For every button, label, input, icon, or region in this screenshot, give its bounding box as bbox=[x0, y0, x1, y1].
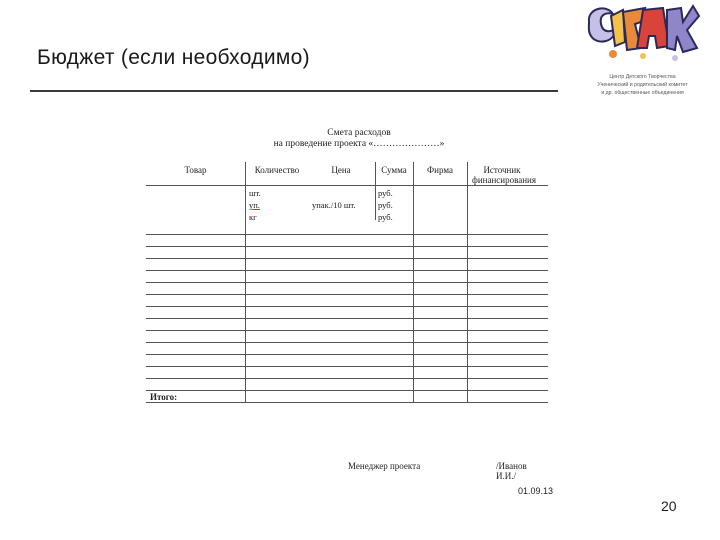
budget-estimate-document bbox=[146, 124, 554, 504]
row2-sum: руб. bbox=[378, 200, 393, 210]
organization-logo bbox=[580, 2, 705, 100]
table-row-line bbox=[146, 330, 548, 331]
manager-name: /Иванов И.И./ bbox=[496, 461, 527, 481]
column-header-funding-source: Источник финансирования bbox=[472, 165, 536, 185]
table-row-line bbox=[146, 185, 548, 186]
total-label: Итого: bbox=[150, 392, 178, 402]
table-row-line bbox=[146, 258, 548, 259]
table-row-line bbox=[146, 390, 548, 391]
row1-sum: руб. bbox=[378, 188, 393, 198]
table-row-line bbox=[146, 318, 548, 319]
estimate-heading: Смета расходов bbox=[327, 128, 391, 138]
column-header-firm: Фирма bbox=[427, 165, 453, 175]
column-header-goods: Товар bbox=[184, 165, 207, 175]
table-row-line bbox=[146, 234, 548, 235]
table-row-line bbox=[146, 270, 548, 271]
column-header-quantity: Количество bbox=[254, 165, 300, 175]
table-row-line bbox=[146, 378, 548, 379]
page-number: 20 bbox=[661, 498, 677, 514]
manager-signature-label: Менеджер проекта bbox=[348, 461, 421, 471]
row2-quantity: уп. bbox=[249, 200, 260, 210]
logo-caption-line2: Ученический и родительский комитет bbox=[597, 82, 688, 88]
table-row-line bbox=[146, 354, 548, 355]
logo-caption-line3: и др. общественные объединения bbox=[601, 90, 684, 96]
row3-quantity: кг bbox=[249, 212, 257, 222]
graffiti-logo-icon bbox=[583, 2, 701, 68]
title-divider bbox=[30, 90, 558, 92]
table-column-divider bbox=[375, 162, 376, 220]
table-row-line bbox=[146, 306, 548, 307]
table-row-line bbox=[146, 246, 548, 247]
row2-price: упак./10 шт. bbox=[312, 200, 356, 210]
slide-title: Бюджет (если необходимо) bbox=[37, 46, 310, 69]
document-date: 01.09.13 bbox=[518, 486, 554, 496]
column-header-price: Цена bbox=[331, 165, 351, 175]
column-header-sum: Сумма bbox=[381, 165, 407, 175]
logo-caption-line1: Центр Детского Творчества bbox=[609, 74, 676, 80]
table-row-line bbox=[146, 402, 548, 403]
table-row-line bbox=[146, 366, 548, 367]
row3-sum: руб. bbox=[378, 212, 393, 222]
table-row-line bbox=[146, 342, 548, 343]
row1-quantity: шт. bbox=[249, 188, 261, 198]
estimate-subheading: на проведение проекта «…………………» bbox=[273, 139, 445, 149]
table-row-line bbox=[146, 294, 548, 295]
table-row-line bbox=[146, 282, 548, 283]
